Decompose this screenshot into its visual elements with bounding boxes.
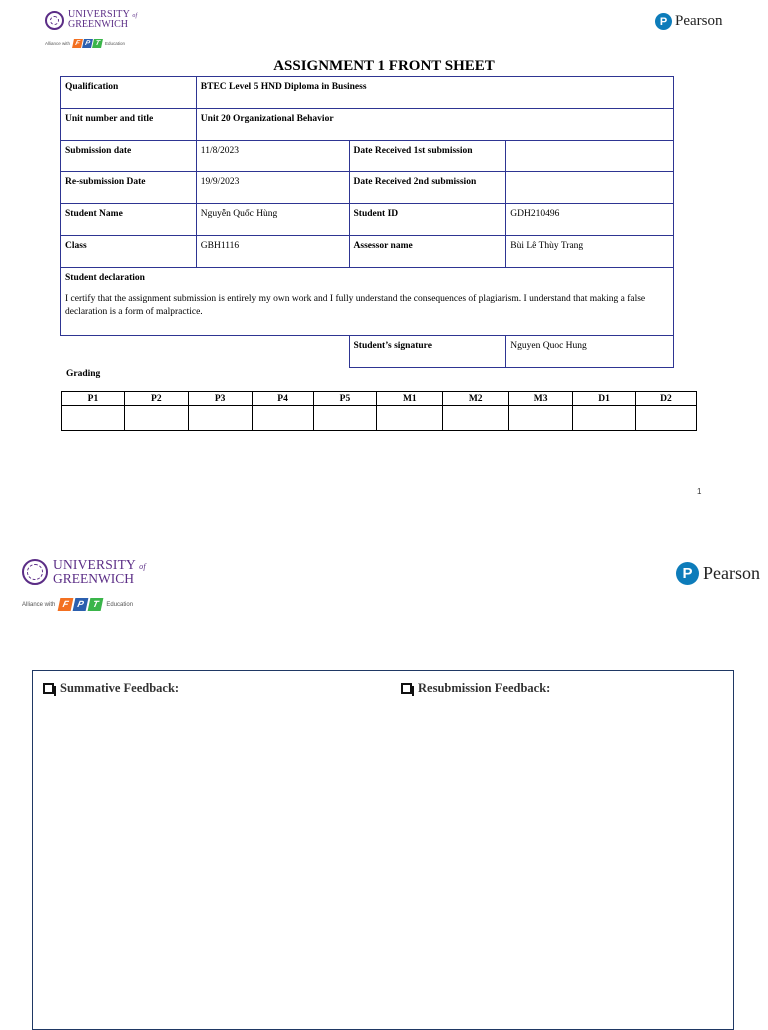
declaration-text: I certify that the assignment submission is entirely my own work and I fully understand the consequences of plagiarism. I understand that making a false declaration is a form of malpractice. xyxy=(65,294,646,317)
resubmission-row xyxy=(61,172,674,204)
university-name-line1: UNIVERSITY xyxy=(68,9,130,20)
grade-p2: P2 xyxy=(124,392,188,406)
university-logo-page2 xyxy=(22,558,146,585)
resubmission-date-label: Re-submission Date xyxy=(61,172,197,204)
qualification-label: Qualification xyxy=(61,77,197,109)
declaration-row xyxy=(61,268,674,336)
assessor-label: Assessor name xyxy=(349,236,506,268)
date-received-2-label: Date Received 2nd submission xyxy=(349,172,506,204)
grading-label: Grading xyxy=(66,369,101,379)
summative-feedback-label: Summative Feedback: xyxy=(60,681,180,695)
student-name-value: Nguyễn Quốc Hùng xyxy=(196,204,349,236)
grade-cell xyxy=(573,406,636,431)
alliance-logo xyxy=(45,39,125,48)
signature-value: Nguyen Quoc Hung xyxy=(506,336,674,368)
class-label: Class xyxy=(61,236,197,268)
grade-cell xyxy=(635,406,696,431)
pearson-p-icon: P xyxy=(655,13,672,30)
grade-m1: M1 xyxy=(377,392,443,406)
pearson-wordmark: Pearson xyxy=(675,13,723,29)
submission-date-value: 11/8/2023 xyxy=(196,141,349,172)
grade-p4: P4 xyxy=(252,392,313,406)
fpt-letter-p: P xyxy=(82,39,93,48)
university-crest-icon xyxy=(22,559,48,585)
university-name-line2: GREENWICH xyxy=(68,19,128,30)
unit-label: Unit number and title xyxy=(61,109,197,141)
fpt-letter-t: T xyxy=(88,598,104,611)
grade-cell xyxy=(188,406,252,431)
grading-table xyxy=(61,391,697,431)
alliance-logo-page2 xyxy=(22,598,133,611)
qualification-row xyxy=(61,77,674,109)
fpt-logo xyxy=(59,598,102,611)
grade-cell xyxy=(377,406,443,431)
grade-m3: M3 xyxy=(509,392,573,406)
declaration-heading: Student declaration xyxy=(65,273,145,283)
resubmission-feedback-label: Resubmission Feedback: xyxy=(418,681,551,695)
assessor-value: Bùi Lê Thùy Trang xyxy=(506,236,674,268)
fpt-letter-t: T xyxy=(92,39,103,48)
alliance-suffix: Education xyxy=(105,41,126,46)
declaration-cell xyxy=(61,268,674,336)
grade-p3: P3 xyxy=(188,392,252,406)
university-crest-icon xyxy=(45,11,64,30)
grading-header-row xyxy=(62,392,697,406)
fpt-letter-p: P xyxy=(73,598,89,611)
alliance-prefix: Alliance with xyxy=(45,41,71,46)
signature-label: Student’s signature xyxy=(349,336,506,368)
university-of: of xyxy=(139,562,146,571)
student-name-label: Student Name xyxy=(61,204,197,236)
university-name-line1: UNIVERSITY xyxy=(53,557,136,572)
signature-spacer xyxy=(61,336,350,368)
unit-value: Unit 20 Organizational Behavior xyxy=(196,109,673,141)
pearson-logo xyxy=(655,13,723,30)
summative-feedback-heading xyxy=(43,681,179,696)
student-id-label: Student ID xyxy=(349,204,506,236)
resubmission-feedback-heading xyxy=(401,681,550,696)
grade-m2: M2 xyxy=(443,392,509,406)
fpt-letter-f: F xyxy=(72,39,83,48)
grade-cell xyxy=(62,406,125,431)
date-received-1-label: Date Received 1st submission xyxy=(349,141,506,172)
unit-row xyxy=(61,109,674,141)
grading-value-row xyxy=(62,406,697,431)
grade-p1: P1 xyxy=(62,392,125,406)
page-number: 1 xyxy=(697,487,702,496)
pearson-logo-page2 xyxy=(676,562,760,585)
grade-cell xyxy=(509,406,573,431)
student-row xyxy=(61,204,674,236)
class-value: GBH1116 xyxy=(196,236,349,268)
fpt-letter-f: F xyxy=(58,598,74,611)
pearson-p-icon: P xyxy=(676,562,699,585)
resubmission-date-value: 19/9/2023 xyxy=(196,172,349,204)
page-title: ASSIGNMENT 1 FRONT SHEET xyxy=(273,58,495,74)
date-received-1-value xyxy=(506,141,674,172)
alliance-suffix: Education xyxy=(106,601,134,608)
submission-row xyxy=(61,141,674,172)
grade-d1: D1 xyxy=(573,392,636,406)
alliance-prefix: Alliance with xyxy=(22,601,56,608)
qualification-value: BTEC Level 5 HND Diploma in Business xyxy=(196,77,673,109)
grade-cell xyxy=(443,406,509,431)
signature-row xyxy=(61,336,674,368)
checkbox-icon xyxy=(401,683,412,694)
student-id-value: GDH210496 xyxy=(506,204,674,236)
pearson-wordmark: Pearson xyxy=(703,563,760,583)
date-received-2-value xyxy=(506,172,674,204)
feedback-box xyxy=(32,670,734,1030)
grade-cell xyxy=(124,406,188,431)
grade-d2: D2 xyxy=(635,392,696,406)
grade-cell xyxy=(313,406,377,431)
front-sheet-table xyxy=(60,76,674,368)
submission-date-label: Submission date xyxy=(61,141,197,172)
grade-p5: P5 xyxy=(313,392,377,406)
fpt-logo xyxy=(73,39,102,48)
university-of: of xyxy=(132,13,138,19)
class-row xyxy=(61,236,674,268)
grade-cell xyxy=(252,406,313,431)
checkbox-icon xyxy=(43,683,54,694)
university-logo xyxy=(45,10,137,30)
university-name-line2: GREENWICH xyxy=(53,570,134,586)
